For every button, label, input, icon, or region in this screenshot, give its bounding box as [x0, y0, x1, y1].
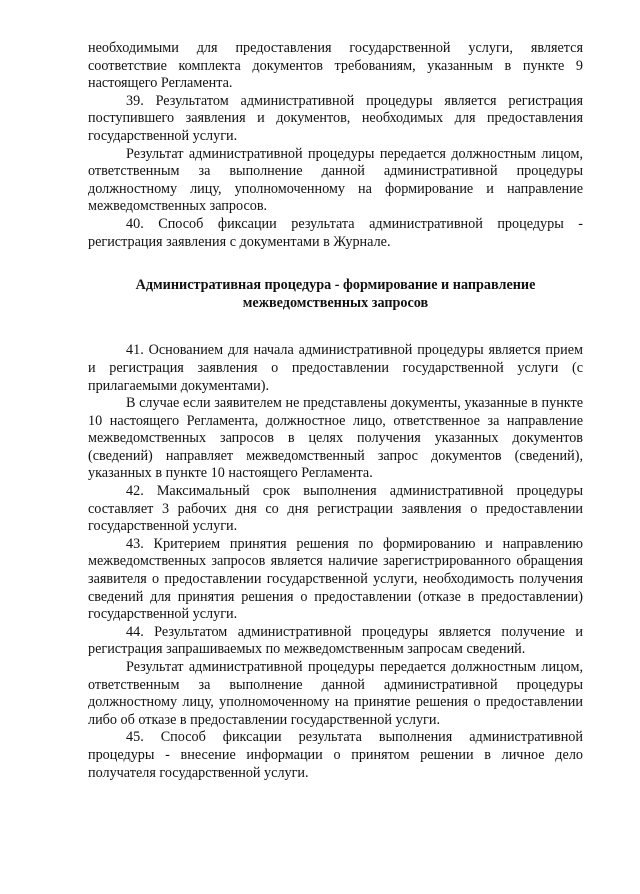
paragraph-41-case: В случае если заявителем не представлены документы, указанные в пункте 10 настоящего Регламента, должностное лицо, ответственное за направление межведомственных запросов в целях получения указанных документов (сведений) направляет межведомственный запрос документов (сведений), указанных в пункте 10 настоящего Регламента. — [88, 395, 583, 482]
paragraph-39: 39. Результатом административной процедуры является регистрация поступившего заявления и документов, необходимых для предоставления государственной услуги. — [88, 92, 583, 144]
paragraph-40: 40. Способ фиксации результата административной процедуры - регистрация заявления с документами в Журнале. — [88, 215, 583, 250]
paragraph-42: 42. Максимальный срок выполнения административной процедуры составляет 3 рабочих дня со дня регистрации заявления о предоставлении государственной услуги. — [88, 483, 583, 535]
paragraph-44-result: Результат административной процедуры передается должностным лицом, ответственным за выполнение данной административной процедуры должностному лицу, уполномоченному на принятие решения о предоставлении либо об отказе в предоставлении государственной услуги. — [88, 659, 583, 728]
section-heading — [88, 277, 583, 312]
paragraph-39-result: Результат административной процедуры передается должностным лицом, ответственным за выполнение данной административной процедуры должностному лицу, уполномоченному на формирование и направление межведомственных запросов. — [88, 145, 583, 215]
document-body — [88, 40, 583, 782]
paragraph-44: 44. Результатом административной процедуры является получение и регистрация запрашиваемых по межведомственным запросам сведений. — [88, 623, 583, 658]
paragraph-continuation: необходимыми для предоставления государственной услуги, является соответствие комплекта документов требованиям, указанным в пункте 9 настоящего Регламента. — [88, 40, 583, 92]
section-heading-line-2: межведомственных запросов — [242, 294, 429, 311]
paragraph-43: 43. Критерием принятия решения по формированию и направлению межведомственных запросов является наличие зарегистрированного обращения заявителя о предоставлении государственной услуги, необходимость получения сведений для принятия решения о предоставлении (отказе в предоставлении) государственной услуги. — [88, 535, 583, 623]
paragraph-45: 45. Способ фиксации результата выполнения административной процедуры - внесение информации о принятом решении в личное дело получателя государственной услуги. — [88, 729, 583, 781]
paragraph-41: 41. Основанием для начала административной процедуры является прием и регистрация заявления о предоставлении государственной услуги (с прилагаемыми документами). — [88, 342, 583, 394]
section-heading-line-1: Административная процедура - формирование и направление — [135, 277, 536, 294]
